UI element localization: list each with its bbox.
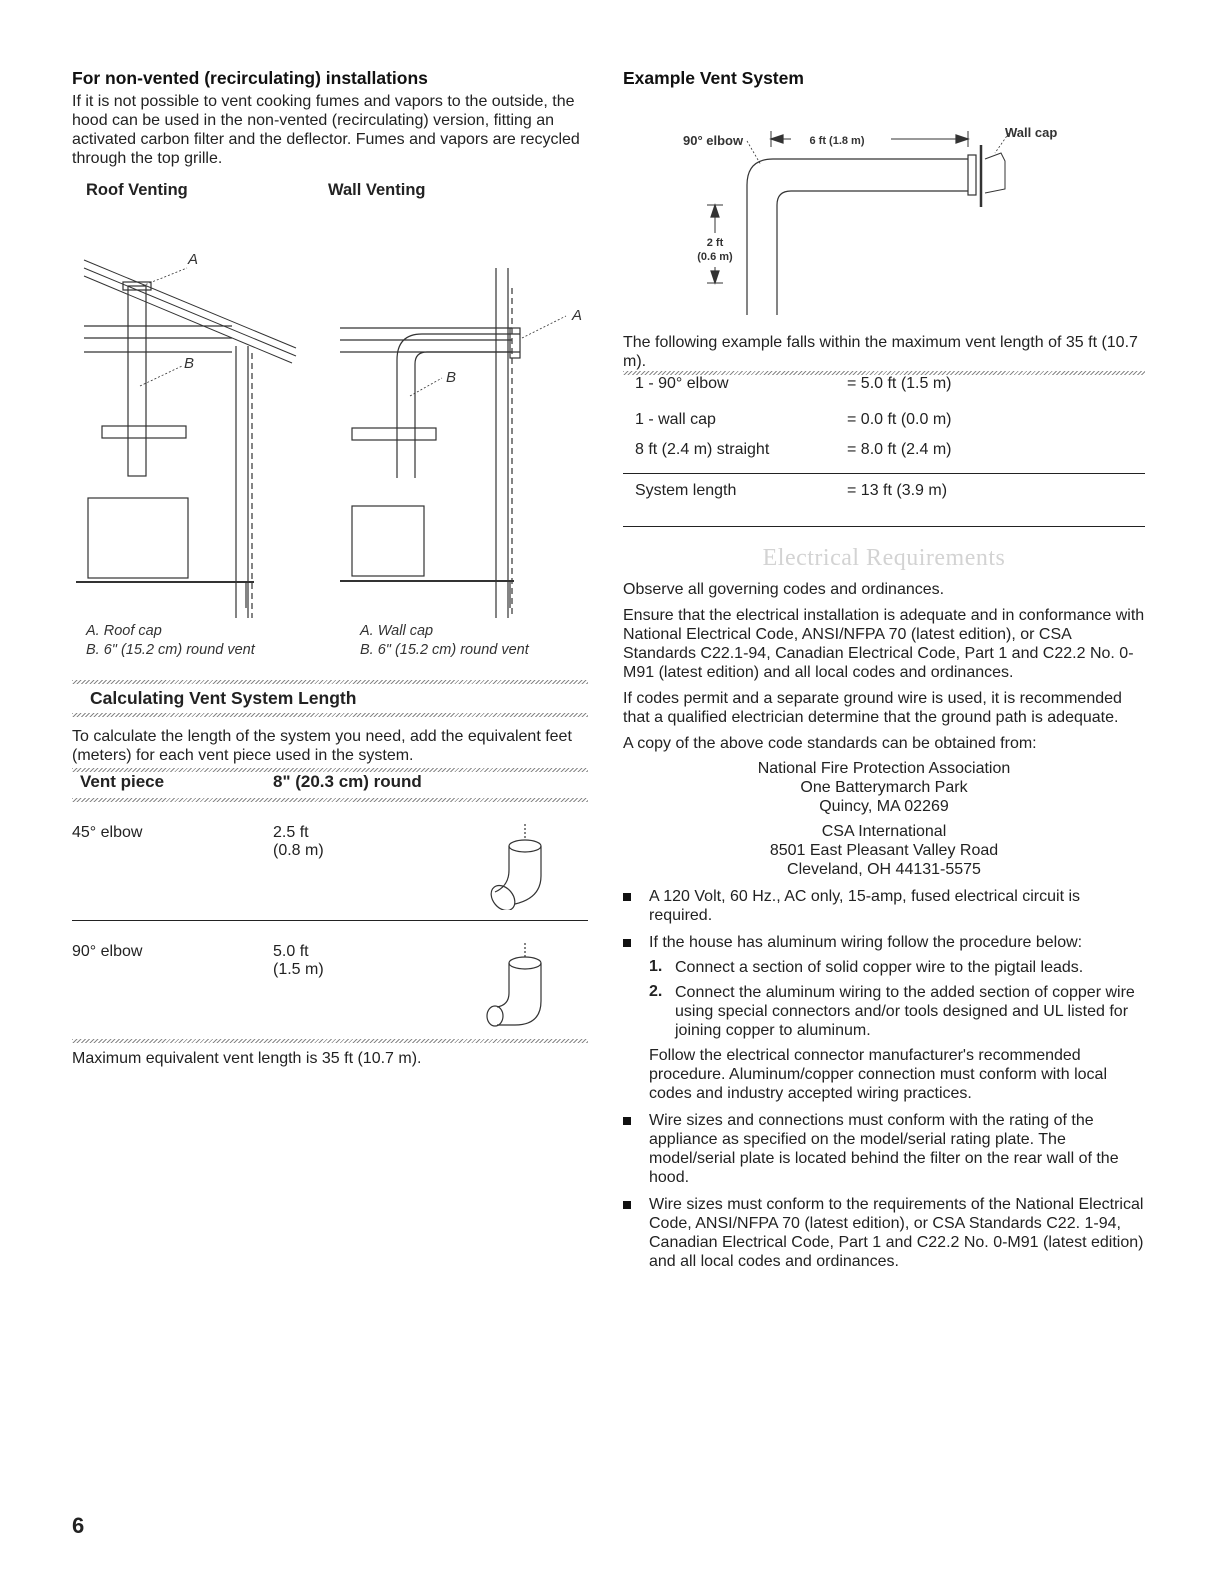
wall-cap-label: Wall cap [1005,125,1058,140]
calc-text: To calculate the length of the system you need, add the equivalent feet (meters) for each vent piece used in the system. [72,728,572,764]
non-vented-heading: For non-vented (recirculating) installations [72,68,428,88]
left-column [72,68,588,1067]
vent-row [72,943,588,1035]
vent-row-ft: 2.5 ft [273,824,309,841]
wall-label-a: A [572,307,583,324]
divider [72,1039,588,1043]
elbow-label: 90° elbow [683,133,744,148]
venting-diagram [72,228,588,618]
bullet-icon [623,1117,631,1125]
example-item: 8 ft (2.4 m) straight [635,441,770,458]
numbered-step [649,983,1145,1040]
bullet-icon [623,1201,631,1209]
elbow-45-icon [473,824,553,910]
length-label: 6 ft (1.8 m) [809,135,865,147]
col-header-round: 8" (20.3 cm) round [273,772,422,791]
address-line: Cleveland, OH 44131-5575 [787,861,981,878]
wall-caption-b: B. 6" (15.2 cm) round vent [360,642,529,658]
bullet-text: Wire sizes must conform to the requirements of the National Electrical Code, ANSI/NFPA 70 (latest edition), or CSA Standards C22. 1-94, Canadian Electrical Code, Part 1 and C22.2 No. 0-M91 (latest edition) and all local codes and ordinances. [649,1196,1144,1270]
divider [72,713,588,717]
example-table [623,375,1145,465]
system-length-item: System length [635,482,737,499]
roof-venting-heading: Roof Venting [86,181,188,199]
vent-row-ft: 5.0 ft [273,943,309,960]
example-intro: The following example falls within the maximum vent length of 35 ft (10.7 m). [623,334,1138,370]
page-number: 6 [72,1513,85,1538]
address-line: National Fire Protection Association [757,760,1011,777]
address-line: 8501 East Pleasant Valley Road [769,842,999,859]
system-length-row [623,482,1145,500]
electrical-heading: Electrical Requirements [762,545,1006,571]
calc-section [72,680,588,1068]
example-value: = 8.0 ft (2.4 m) [847,441,952,458]
step-number: 2. [649,983,663,1000]
example-item: 1 - 90° elbow [635,375,729,392]
elec-p1: Observe all governing codes and ordinances. [623,581,945,598]
divider [72,920,588,921]
roof-label-b: B [184,355,195,372]
vent-table [72,772,588,798]
roof-label-a: A [188,251,199,268]
roof-captions [86,622,255,660]
divider [623,526,1145,527]
roof-caption-a: A. Roof cap [86,623,162,639]
col-header-vent-piece: Vent piece [80,772,165,791]
example-value: = 0.0 ft (0.0 m) [847,411,952,428]
elec-p4: A copy of the above code standards can be obtained from: [623,735,1037,752]
wall-label-b: B [446,369,457,386]
divider [72,798,588,802]
elec-p2: Ensure that the electrical installation is adequate and in conformance with National Electrical Code, ANSI/NFPA 70 (latest edition), or CSA Standards C22.1-94, Canadian Electrical Code, Part 1 and C22.2 No. 0-M91 (latest edition) and all local codes and ordinances. [623,607,1145,681]
example-value: = 5.0 ft (1.5 m) [847,375,952,392]
numbered-step [649,958,1145,977]
bullet-text: If the house has aluminum wiring follow the procedure below: [649,934,1083,951]
divider [623,473,1145,474]
step-text: Connect the aluminum wiring to the added section of copper wire using special connectors and/or tools designed and UL listed for joining copper to aluminum. [675,984,1135,1039]
non-vented-intro: If it is not possible to vent cooking fumes and vapors to the outside, the hood can be used in the non-vented (recirculating) version, fitting an activated carbon filter and the deflector. Fumes and vapors are recycled through the top grille. [72,93,580,167]
wall-caption-a: A. Wall cap [360,623,434,639]
wall-captions [360,622,529,660]
csa-address [623,822,1145,879]
bullet-item [623,1195,1145,1271]
bullet-icon [623,893,631,901]
example-item: 1 - wall cap [635,411,716,428]
vent-row-m: (0.8 m) [273,842,324,859]
nfpa-address [623,759,1145,816]
bullet-item [623,887,1145,925]
address-line: Quincy, MA 02269 [819,798,949,815]
example-heading: Example Vent System [623,68,804,88]
bullet-item [623,1111,1145,1187]
step-text: Connect a section of solid copper wire to the pigtail leads. [675,959,1084,976]
vent-row [72,824,588,916]
system-length-value: = 13 ft (3.9 m) [847,482,948,499]
bullet-item [623,933,1145,1103]
max-length-note: Maximum equivalent vent length is 35 ft (10.7 m). [72,1050,422,1067]
elec-p3: If codes permit and a separate ground wire is used, it is recommended that a qualified electrician determine that the ground path is adequate. [623,690,1122,726]
calc-title: Calculating Vent System Length [90,688,357,708]
follow-text: Follow the electrical connector manufacturer's recommended procedure. Aluminum/copper connection must conform with local codes and industry accepted wiring practices. [649,1047,1107,1102]
bullet-text: A 120 Volt, 60 Hz., AC only, 15-amp, fused electrical circuit is required. [649,888,1081,924]
roof-caption-b: B. 6" (15.2 cm) round vent [86,642,255,658]
right-column [623,68,1145,1271]
vent-row-piece: 45° elbow [72,824,143,841]
address-line: CSA International [821,823,947,840]
height-label-m: (0.6 m) [697,251,733,263]
vent-row-m: (1.5 m) [273,961,324,978]
bullet-text: Wire sizes and connections must conform with the rating of the appliance as specified on the model/serial rating plate. The model/serial plate is located behind the filter on the rear wall of the hood. [649,1112,1119,1186]
example-vent-diagram [623,105,1145,325]
elbow-90-icon [473,943,553,1029]
step-number: 1. [649,958,663,975]
address-line: One Batterymarch Park [800,779,968,796]
bullet-icon [623,939,631,947]
height-label-ft: 2 ft [706,237,724,249]
wall-venting-heading: Wall Venting [328,181,426,199]
vent-row-piece: 90° elbow [72,943,143,960]
